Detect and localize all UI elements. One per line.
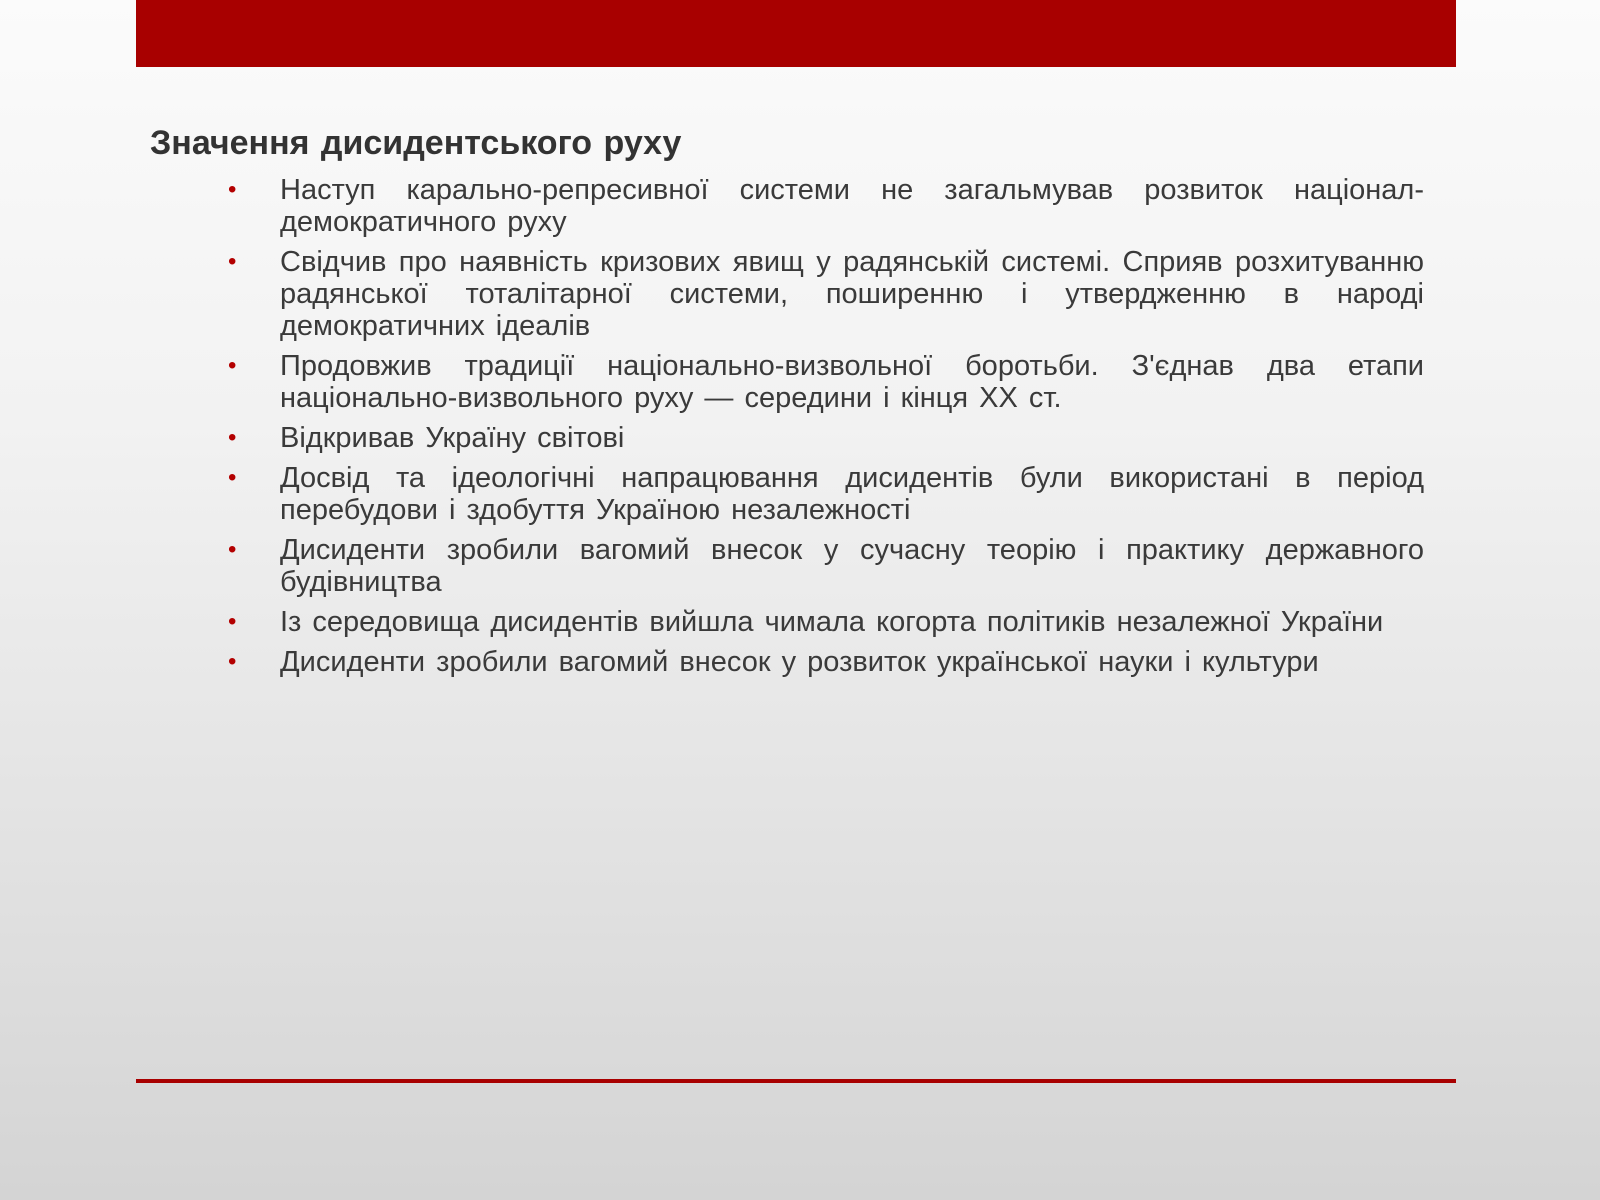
bullet-icon: • xyxy=(228,424,237,451)
top-accent-bar xyxy=(136,0,1456,67)
bullet-text: Відкривав Україну світові xyxy=(280,422,625,454)
bullet-text: Досвід та ідеологічні напрацювання дисидентів були використані в період перебудови і здобуття Україною незалежності xyxy=(280,462,1424,526)
bullet-icon: • xyxy=(228,464,237,491)
bullet-item xyxy=(228,422,1424,454)
bullet-icon: • xyxy=(228,248,237,275)
slide-title: Значення дисидентського руху xyxy=(150,124,682,162)
bullet-item xyxy=(228,606,1424,638)
bullet-item xyxy=(228,646,1424,678)
bottom-accent-rule xyxy=(136,1079,1456,1083)
bullet-item xyxy=(228,174,1424,238)
bullet-item xyxy=(228,534,1424,598)
bullet-text: Дисиденти зробили вагомий внесок у сучасну теорію і практику державного будівництва xyxy=(280,534,1424,598)
bullet-item xyxy=(228,350,1424,414)
bullet-text: Свідчив про наявність кризових явищ у радянській системі. Сприяв розхитуванню радянської тоталітарної системи, поширенню і утвердженню в народі демократичних ідеалів xyxy=(280,246,1424,342)
bullet-icon: • xyxy=(228,176,237,203)
bullet-icon: • xyxy=(228,608,237,635)
bullet-text: Продовжив традиції національно-визвольної боротьби. З'єднав два етапи національно-визвольного руху — середини і кінця XX ст. xyxy=(280,350,1424,414)
bullet-text: Наступ карально-репресивної системи не загальмував розвиток націонал-демократичного руху xyxy=(280,174,1424,238)
bullet-list xyxy=(228,174,1424,686)
bullet-icon: • xyxy=(228,648,237,675)
bullet-icon: • xyxy=(228,352,237,379)
bullet-item xyxy=(228,462,1424,526)
bullet-item xyxy=(228,246,1424,342)
bullet-text: Із середовища дисидентів вийшла чимала когорта політиків незалежної України xyxy=(280,606,1384,638)
bullet-text: Дисиденти зробили вагомий внесок у розвиток української науки і культури xyxy=(280,646,1319,678)
bullet-icon: • xyxy=(228,536,237,563)
